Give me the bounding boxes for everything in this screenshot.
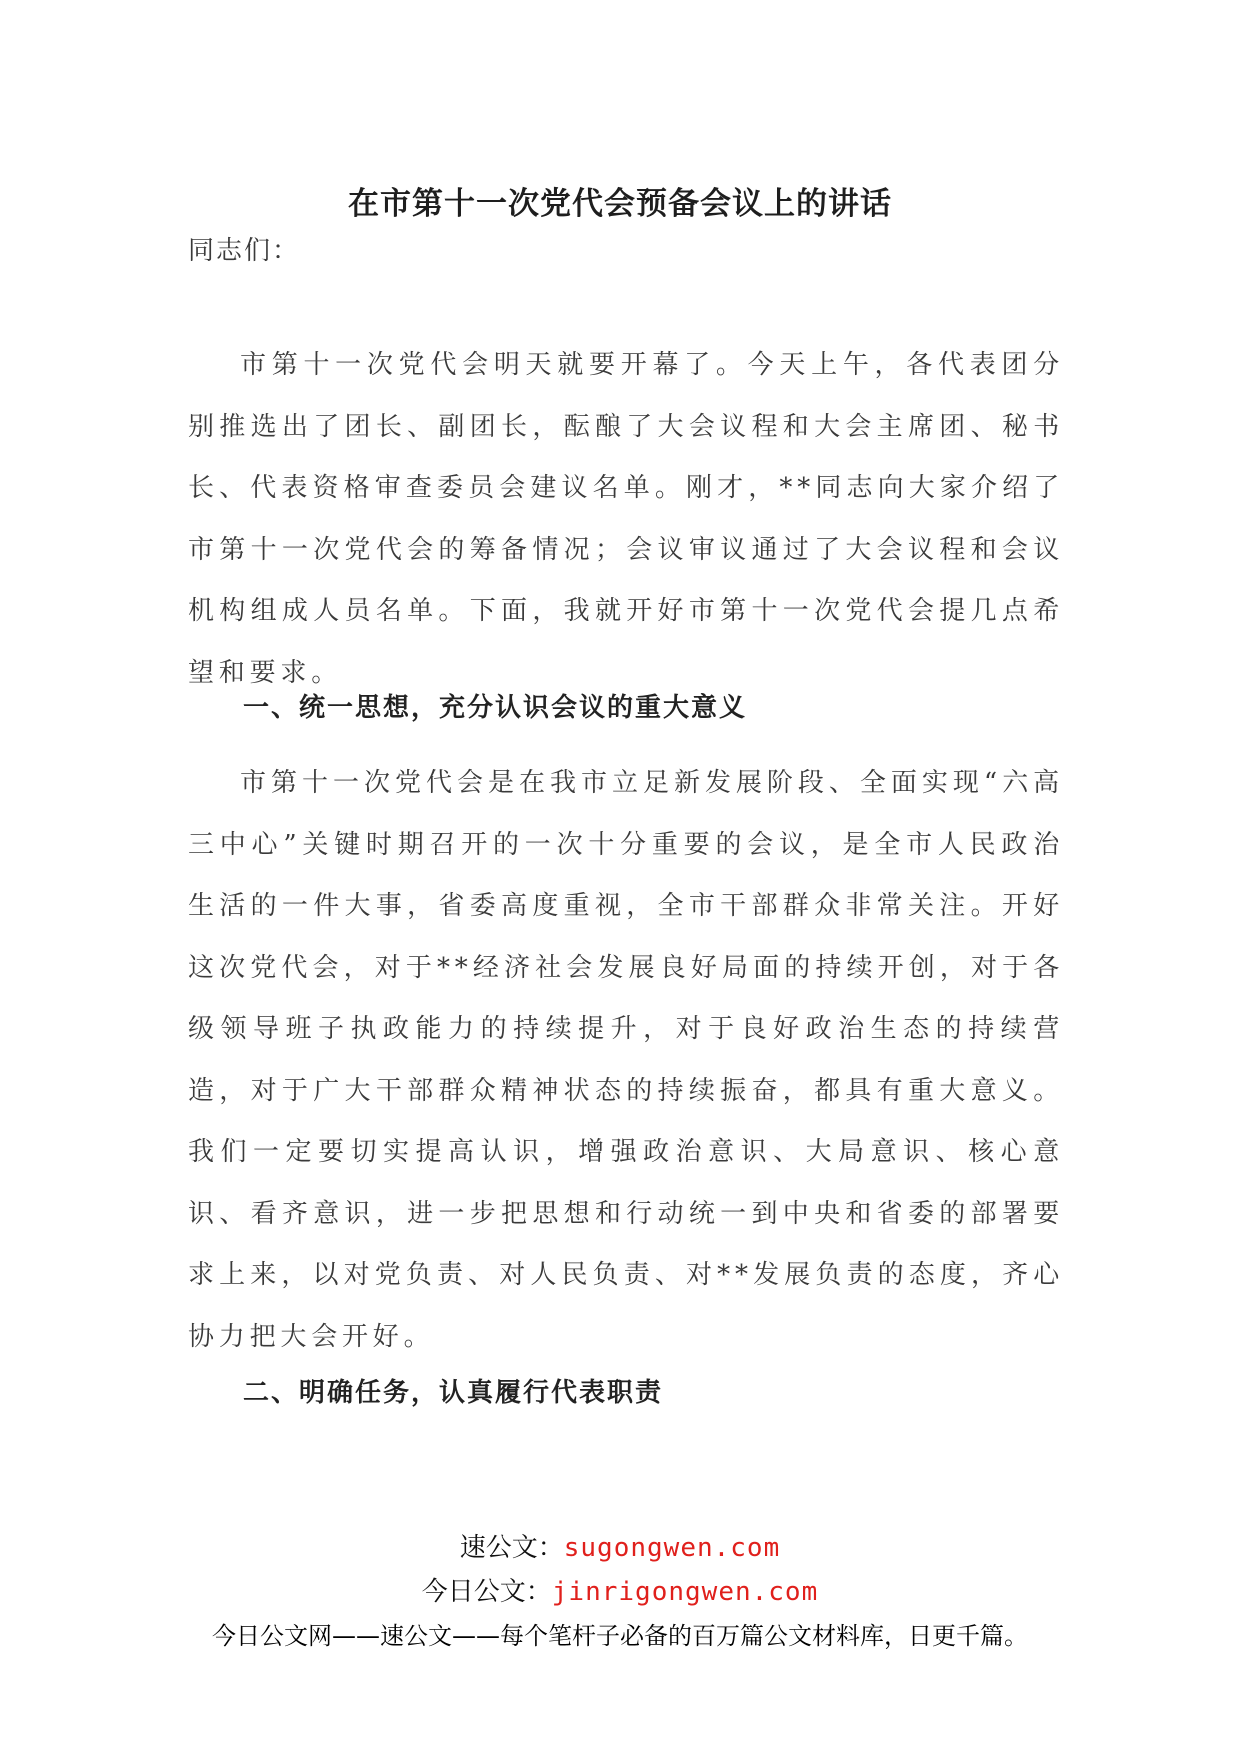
footer-line-jinrigongwen: [0, 1571, 1240, 1608]
body-paragraph-1: 市第十一次党代会明天就要开幕了。今天上午，各代表团分别推选出了团长、副团长，酝酿了大会议程和大会主席团、秘书长、代表资格审查委员会建议名单。刚才，**同志向大家介绍了市第十一次党代会的筹备情况；会议审议通过了大会议程和会议机构组成人员名单。下面，我就开好市第十一次党代会提几点希望和要求。: [188, 350, 1064, 688]
section-heading-2: 二、明确任务，认真履行代表职责: [243, 1378, 664, 1408]
footer-tagline: 今日公文网——速公文——每个笔杆子必备的百万篇公文材料库，日更千篇。: [212, 1622, 1028, 1650]
section-heading-1: 一、统一思想，充分认识会议的重大意义: [243, 693, 748, 723]
footer-link-sugongwen[interactable]: sugongwen.com: [563, 1533, 781, 1563]
footer-link-jinrigongwen[interactable]: jinrigongwen.com: [551, 1577, 819, 1607]
footer-label-jinrigongwen: 今日公文：: [421, 1577, 552, 1607]
footer-label-sugongwen: 速公文：: [459, 1533, 564, 1563]
salutation: 同志们：: [188, 236, 301, 266]
document-title: 在市第十一次党代会预备会议上的讲话: [348, 186, 892, 222]
footer-line-sugongwen: [0, 1527, 1240, 1564]
body-paragraph-2: 市第十一次党代会是在我市立足新发展阶段、全面实现“六高三中心”关键时期召开的一次十分重要的会议，是全市人民政治生活的一件大事，省委高度重视，全市干部群众非常关注。开好这次党代会，对于**经济社会发展良好局面的持续开创，对于各级领导班子执政能力的持续提升，对于良好政治生态的持续营造，对于广大干部群众精神状态的持续振奋，都具有重大意义。我们一定要切实提高认识，增强政治意识、大局意识、核心意识、看齐意识，进一步把思想和行动统一到中央和省委的部署要求上来，以对党负责、对人民负责、对**发展负责的态度，齐心协力把大会开好。: [188, 768, 1064, 1352]
